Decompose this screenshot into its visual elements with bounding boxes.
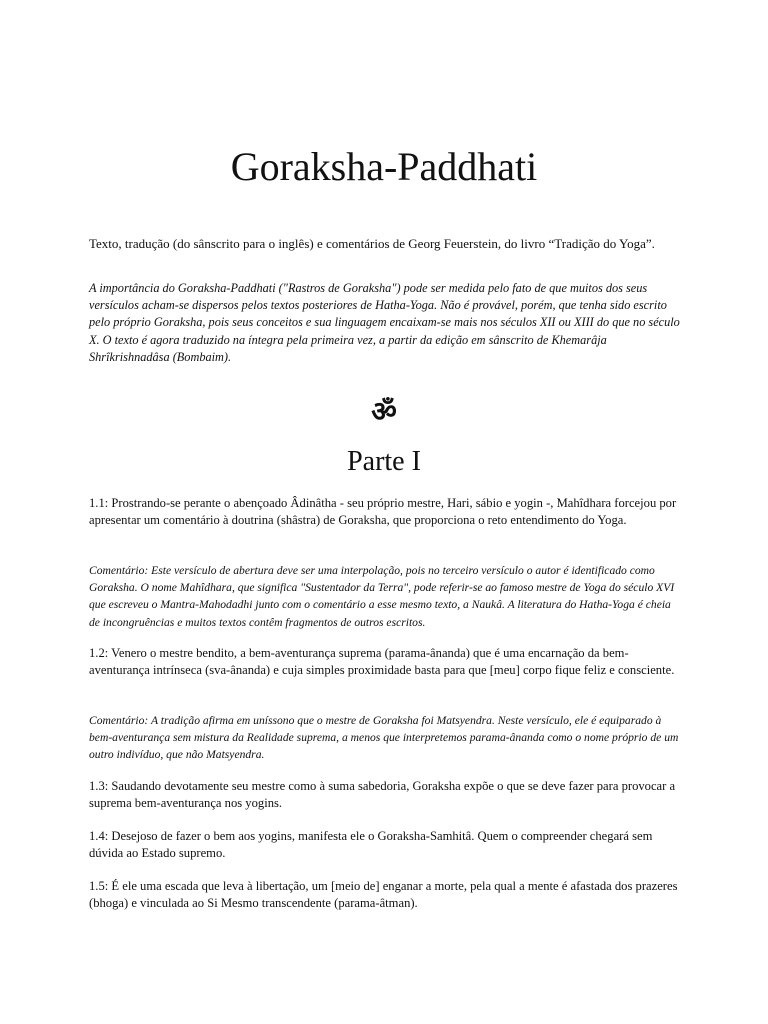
verse-1-1: 1.1: Prostrando-se perante o abençoado Âdinâtha - seu próprio mestre, Hari, sábio e yogin -, Mahîdhara forcejou por apresentar um comentário à doutrina (shâstra) de Goraksha, que proporciona o reto entendimento do Yoga. (89, 496, 677, 527)
verse-1-2: 1.2: Venero o mestre bendito, a bem-aventurança suprema (parama-ânanda) que é uma encarnação da bem-aventurança intrínseca (sva-ânanda) e cuja simples proximidade basta para que [meu] corpo fique feliz e consciente. (89, 646, 675, 677)
credits-paragraph: Texto, tradução (do sânscrito para o inglês) e comentários de Georg Feuerstein, do livro “Tradição do Yoga”. (89, 236, 655, 251)
comment-text: Este versículo de abertura deve ser uma interpolação, pois no terceiro versículo o autor é identificado como Goraksha. O nome Mahîdhara, que significa "Sustentador da Terra", pode referir-se ao famoso mestre de Yoga do século XVI que escreveu o Mantra-Mahodadhi junto com o comentário a esse mesmo texto, a Naukâ. A literatura do Hatha-Yoga é cheia de incongruências e muitos textos contêm fragmentos de outros escritos. (89, 564, 675, 629)
comment-label: Comentário: (89, 564, 149, 577)
document-title: Goraksha-Paddhati (230, 144, 538, 189)
comment-1-2 (89, 712, 681, 764)
intro-paragraph: A importância do Goraksha-Paddhati ("Rastros de Goraksha") pode ser medida pelo fato de que muitos dos seus versículos acham-se dispersos pelos textos posteriores de Hatha-Yoga. Não é provável, porém, que tenha sido escrito pelo próprio Goraksha, pois seus conceitos e sua linguagem encaixam-se mais nos séculos XII ou XIII do que no século X. O texto é agora traduzido na íntegra pela primeira vez, a partir da edição em sânscrito de Khemarâja Shrîkrishnadâsa (Bombaim). (89, 281, 680, 364)
part-title: Parte I (347, 446, 421, 477)
verse-1-5: 1.5: É ele uma escada que leva à libertação, um [meio de] enganar a morte, pela qual a mente é afastada dos prazeres (bhoga) e vinculada ao Si Mesmo transcendente (parama-âtman). (89, 879, 678, 910)
comment-label: Comentário: (89, 714, 149, 727)
verse-1-4: 1.4: Desejoso de fazer o bem aos yogins, manifesta ele o Goraksha-Samhitâ. Quem o compreender chegará sem dúvida ao Estado supremo. (89, 829, 653, 860)
verse-1-3: 1.3: Saudando devotamente seu mestre como à suma sabedoria, Goraksha expõe o que se deve fazer para provocar a suprema bem-aventurança nos yogins. (89, 779, 676, 810)
om-icon: ॐ (371, 397, 397, 428)
comment-1-1 (89, 562, 681, 631)
comment-text: A tradição afirma em uníssono que o mestre de Goraksha foi Matsyendra. Neste versículo, ele é equiparado à bem-aventurança sem mistura da Realidade suprema, a menos que interpretemos parama-ânanda como o nome próprio de um outro indivíduo, que não Matsyendra. (89, 714, 679, 762)
